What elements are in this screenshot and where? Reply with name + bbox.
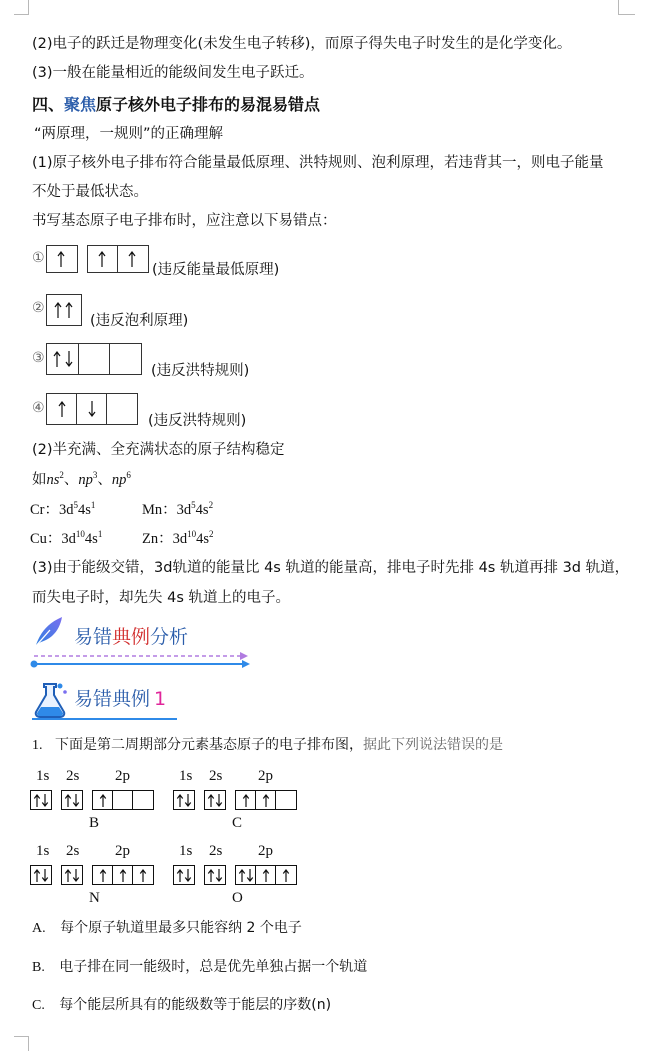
- up-arrow-icon: [262, 794, 270, 807]
- up-arrow-icon: [53, 351, 61, 367]
- orbital-cell: [276, 791, 296, 809]
- option-b[interactable]: [32, 956, 367, 976]
- orbital-cell: [236, 866, 256, 884]
- example-4-orbital: [46, 393, 138, 425]
- label-2p: 2p: [115, 768, 130, 784]
- example-4-number: ④: [32, 400, 45, 416]
- orbital-cell: [47, 246, 77, 272]
- down-arrow-icon: [72, 794, 80, 807]
- orbital-cell: [77, 394, 107, 424]
- option-c[interactable]: [32, 994, 331, 1014]
- option-letter: C.: [32, 998, 45, 1013]
- orbital-cell: [110, 344, 141, 374]
- up-arrow-icon: [139, 869, 147, 882]
- up-arrow-icon: [176, 794, 184, 807]
- orbital-2s-box: [61, 865, 83, 885]
- orbital-cell: [174, 866, 194, 884]
- orbital-cell: [133, 791, 153, 809]
- question-text: 下面是第二周期部分元素基态原子的电子排布图，: [54, 737, 363, 753]
- section-title-example-1: [74, 684, 166, 711]
- crop-mark-bottom-left: [14, 1036, 29, 1051]
- up-arrow-icon: [33, 794, 41, 807]
- para-1-line-a: (1)原子核外电子排布符合能量最低原理、洪特规则、泡利原理，若违背其一，则电子能量: [32, 155, 604, 171]
- label-2p: 2p: [258, 768, 273, 784]
- up-arrow-icon: [242, 794, 250, 807]
- label-1s: 1s: [179, 768, 193, 784]
- example-1-note: (违反能量最低原理): [152, 262, 280, 278]
- down-arrow-icon: [184, 794, 192, 807]
- orbital-cell: [113, 791, 133, 809]
- para-1-line-b: 不处于最低状态。: [32, 184, 148, 200]
- option-text: 每个原子轨道里最多只能容纳 2 个电子: [60, 920, 302, 936]
- section-heading-4: [32, 92, 320, 115]
- example-3-number: ③: [32, 350, 45, 366]
- orbital-cell: [174, 791, 194, 809]
- feather-icon: [32, 614, 66, 648]
- orbital-cell: [93, 866, 113, 884]
- example-1-orbital-2p: [87, 245, 149, 273]
- title-part-b: 典例: [112, 626, 151, 648]
- orbital-cell: [205, 791, 225, 809]
- example-1-orbital-1s: [46, 245, 78, 273]
- question-number: 1.: [32, 738, 43, 753]
- up-arrow-icon: [176, 869, 184, 882]
- up-arrow-icon: [128, 251, 136, 267]
- example-1-number: ①: [32, 250, 45, 266]
- orbital-cell: [107, 394, 137, 424]
- orbital-cell: [62, 791, 82, 809]
- decorative-arrow-divider: [28, 650, 256, 672]
- orbital-cell: [276, 866, 296, 884]
- label-1s: 1s: [179, 843, 193, 859]
- para-half-full: (2)半充满、全充满状态的原子结构稳定: [32, 442, 285, 458]
- example-title: 易错典例: [74, 688, 151, 710]
- label-2p: 2p: [115, 843, 130, 859]
- orbital-cell: [79, 344, 110, 374]
- up-arrow-icon: [54, 302, 62, 318]
- line-3-transition: (3)一般在能量相近的能级间发生电子跃迁。: [32, 65, 314, 81]
- crop-mark-top-left: [14, 0, 29, 15]
- up-arrow-icon: [64, 869, 72, 882]
- down-arrow-icon: [215, 794, 223, 807]
- question-text-tail: 据此下列说法错误的是: [362, 737, 503, 753]
- down-arrow-icon: [215, 869, 223, 882]
- example-2-number: ②: [32, 300, 45, 316]
- element-symbol: O: [232, 890, 243, 906]
- orbital-cell: [236, 791, 256, 809]
- element-symbol: B: [89, 815, 100, 831]
- element-symbol: N: [89, 890, 100, 906]
- orbital-1s-box: [173, 790, 195, 810]
- subheading-principles: “两原理，一规则”的正确理解: [34, 126, 224, 142]
- example-prefix: 如: [32, 472, 47, 488]
- option-text: 电子排在同一能级时，总是优先单独占据一个轨道: [59, 959, 368, 975]
- line-2-electron-transition: (2)电子的跃迁是物理变化(未发生电子转移)，而原子得失电子时发生的是化学变化。: [32, 36, 572, 52]
- orbital-1s-box: [30, 790, 52, 810]
- label-2s: 2s: [209, 843, 223, 859]
- up-arrow-icon: [99, 794, 107, 807]
- down-arrow-icon: [41, 794, 49, 807]
- up-arrow-icon: [99, 869, 107, 882]
- para-3-line-b: 而失电子时，却先失 4s 轨道上的电子。: [32, 590, 290, 606]
- label-2s: 2s: [66, 768, 80, 784]
- orbital-cell: [88, 246, 118, 272]
- orbital-cell: [62, 866, 82, 884]
- label-1s: 1s: [36, 843, 50, 859]
- config-zn: Zn：$3d^{10}4s^2$: [142, 529, 214, 547]
- orbital-2s-box: [61, 790, 83, 810]
- example-number: 1: [154, 688, 167, 710]
- up-arrow-icon: [58, 401, 66, 417]
- label-2p: 2p: [258, 843, 273, 859]
- down-arrow-icon: [246, 869, 254, 882]
- up-arrow-icon: [57, 251, 65, 267]
- down-arrow-icon: [65, 351, 73, 367]
- up-arrow-icon: [262, 869, 270, 882]
- option-letter: B.: [32, 960, 45, 975]
- element-symbol: C: [232, 815, 243, 831]
- up-arrow-icon: [65, 302, 73, 318]
- orbital-2p-box: [235, 865, 297, 885]
- heading-prefix: 四、: [32, 95, 65, 114]
- orbital-2s-box: [204, 865, 226, 885]
- orbital-cell: [47, 295, 81, 325]
- example-3-note: (违反洪特规则): [151, 363, 250, 379]
- para-3-line-a: (3)由于能级交错，3d轨道的能量比 4s 轨道的能量高，排电子时先排 4s 轨道再排 3d 轨道，: [32, 560, 630, 576]
- orbital-cell: [47, 394, 77, 424]
- up-arrow-icon: [207, 794, 215, 807]
- orbital-1s-box: [30, 865, 52, 885]
- title-underline: [32, 718, 177, 720]
- orbital-2s-box: [204, 790, 226, 810]
- up-arrow-icon: [282, 869, 290, 882]
- down-arrow-icon: [41, 869, 49, 882]
- orbital-2p-box: [92, 790, 154, 810]
- orbital-cell: [93, 791, 113, 809]
- option-a[interactable]: [32, 917, 302, 937]
- label-1s: 1s: [36, 768, 50, 784]
- config-cu: Cu：$3d^{10}4s^1$: [30, 529, 103, 547]
- title-part-c: 分析: [150, 626, 189, 648]
- up-arrow-icon: [238, 869, 246, 882]
- orbital-cell: [118, 246, 148, 272]
- crop-mark-top-right: [618, 0, 635, 15]
- down-arrow-icon: [184, 869, 192, 882]
- orbital-cell: [133, 866, 153, 884]
- example-2-note: (违反泡利原理): [90, 313, 189, 329]
- cu-label: Cu：3d: [30, 531, 76, 547]
- mn-label: Mn：3d: [142, 502, 192, 518]
- up-arrow-icon: [98, 251, 106, 267]
- orbital-2p-box: [235, 790, 297, 810]
- orbital-cell: [31, 866, 51, 884]
- question-stem: [32, 735, 503, 756]
- orbital-2p-box: [92, 865, 154, 885]
- down-arrow-icon: [88, 401, 96, 417]
- option-text: 每个能层所具有的能级数等于能层的序数(n): [59, 997, 332, 1013]
- title-part-a: 易错: [74, 626, 113, 648]
- orbital-cell: [256, 866, 276, 884]
- label-2s: 2s: [209, 768, 223, 784]
- up-arrow-icon: [119, 869, 127, 882]
- up-arrow-icon: [64, 794, 72, 807]
- example-3-orbital: [46, 343, 142, 375]
- down-arrow-icon: [72, 869, 80, 882]
- example-4-note: (违反洪特规则): [148, 413, 247, 429]
- flask-icon: [30, 678, 70, 720]
- label-2s: 2s: [66, 843, 80, 859]
- cr-label: Cr：3d: [30, 502, 74, 518]
- config-cr: Cr：$3d^54s^1$: [30, 500, 96, 518]
- config-mn: Mn：$3d^54s^2$: [142, 500, 214, 518]
- orbital-cell: [256, 791, 276, 809]
- examples-ns-np: 如$ns^2$、$np^3$、$np^6$: [32, 470, 131, 488]
- orbital-cell: [47, 344, 79, 374]
- heading-rest: 原子核外电子排布的易混易错点: [96, 95, 321, 114]
- heading-blue: 聚焦: [64, 95, 97, 114]
- orbital-cell: [31, 791, 51, 809]
- para-2-note: 书写基态原子电子排布时，应注意以下易错点：: [32, 213, 337, 229]
- orbital-1s-box: [173, 865, 195, 885]
- example-2-orbital: [46, 294, 82, 326]
- orbital-cell: [205, 866, 225, 884]
- option-letter: A.: [32, 921, 46, 936]
- orbital-cell: [113, 866, 133, 884]
- zn-label: Zn：3d: [142, 531, 188, 547]
- up-arrow-icon: [33, 869, 41, 882]
- up-arrow-icon: [207, 869, 215, 882]
- section-title-error-analysis: [74, 622, 188, 649]
